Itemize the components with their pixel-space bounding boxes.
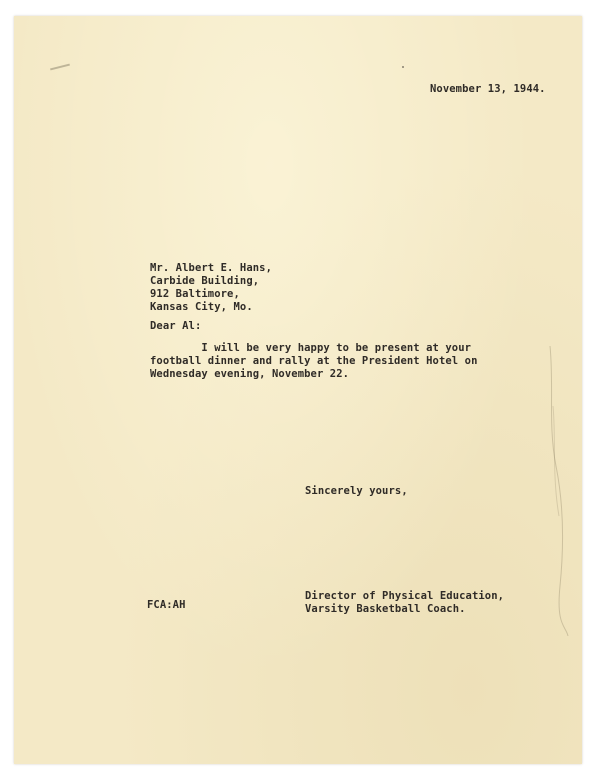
salutation: Dear Al: <box>150 320 202 332</box>
body-line: football dinner and rally at the President Hotel on <box>150 355 478 367</box>
complimentary-closing: Sincerely yours, <box>305 485 408 497</box>
reference-initials: FCA:AH <box>147 599 186 611</box>
recipient-address-line: Kansas City, Mo. <box>150 301 253 313</box>
signer-title: Varsity Basketball Coach. <box>305 603 466 615</box>
ink-dot <box>402 66 404 68</box>
paper-crease-mark <box>544 346 574 636</box>
body-line: I will be very happy to be present at your <box>150 342 472 354</box>
signer-title: Director of Physical Education, <box>305 590 505 602</box>
letter-date: November 13, 1944. <box>430 83 546 95</box>
recipient-name: Mr. Albert E. Hans, <box>150 262 273 274</box>
recipient-address-line: Carbide Building, <box>150 275 260 287</box>
body-line: Wednesday evening, November 22. <box>150 368 350 380</box>
letter-paper <box>14 16 582 764</box>
recipient-address-line: 912 Baltimore, <box>150 288 240 300</box>
